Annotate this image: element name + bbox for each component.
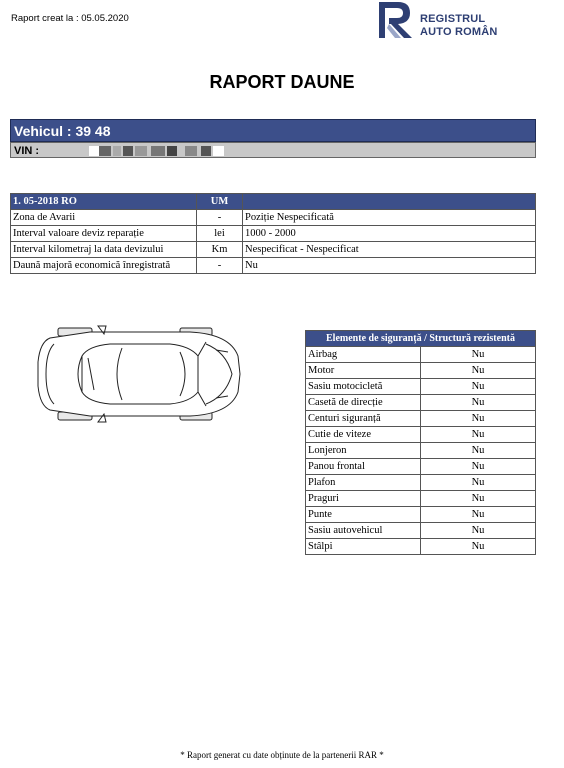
element-value: Nu xyxy=(421,379,536,395)
table-row xyxy=(306,395,536,411)
row-label: Daună majoră economică înregistrată xyxy=(11,258,197,274)
element-value: Nu xyxy=(421,427,536,443)
row-value: Poziție Nespecificată xyxy=(243,210,536,226)
table-row xyxy=(11,226,536,242)
report-created-date: Raport creat la : 05.05.2020 xyxy=(11,13,129,24)
table-row xyxy=(306,507,536,523)
logo-line-2: AUTO ROMÂN xyxy=(420,26,498,38)
element-label: Punte xyxy=(306,507,421,523)
element-value: Nu xyxy=(421,491,536,507)
row-value: 1000 - 2000 xyxy=(243,226,536,242)
table-row xyxy=(306,459,536,475)
vin-bar xyxy=(10,142,536,158)
table-row xyxy=(11,210,536,226)
element-value: Nu xyxy=(421,507,536,523)
element-value: Nu xyxy=(421,363,536,379)
element-value: Nu xyxy=(421,347,536,363)
element-label: Plafon xyxy=(306,475,421,491)
table-row xyxy=(306,475,536,491)
damage-table-header xyxy=(11,194,536,210)
element-value: Nu xyxy=(421,475,536,491)
table-row xyxy=(306,443,536,459)
report-footer: * Raport generat cu date obținute de la partenerii RAR * xyxy=(180,750,384,760)
element-label: Stâlpi xyxy=(306,539,421,555)
element-value: Nu xyxy=(421,395,536,411)
row-um: - xyxy=(197,210,243,226)
row-um: - xyxy=(197,258,243,274)
element-label: Sasiu autovehicul xyxy=(306,523,421,539)
safety-header: Elemente de siguranță / Structură rezistentă xyxy=(306,331,536,347)
vehicle-bar xyxy=(10,119,536,142)
table-row xyxy=(306,363,536,379)
page-title: RAPORT DAUNE xyxy=(209,72,355,92)
element-label: Airbag xyxy=(306,347,421,363)
table-row xyxy=(306,523,536,539)
element-value: Nu xyxy=(421,459,536,475)
element-value: Nu xyxy=(421,523,536,539)
element-label: Cutie de viteze xyxy=(306,427,421,443)
damage-event-header: 1. 05-2018 RO xyxy=(11,194,197,210)
element-label: Sasiu motocicletă xyxy=(306,379,421,395)
element-label: Panou frontal xyxy=(306,459,421,475)
row-label: Zona de Avarii xyxy=(11,210,197,226)
rar-logo xyxy=(376,0,516,42)
element-label: Lonjeron xyxy=(306,443,421,459)
logo-line-1: REGISTRUL xyxy=(420,13,486,25)
table-row xyxy=(306,491,536,507)
row-value: Nu xyxy=(243,258,536,274)
logo-text xyxy=(420,13,498,39)
vehicle-label: Vehicul : 39 48 xyxy=(14,123,111,139)
table-row xyxy=(11,242,536,258)
safety-elements-table xyxy=(305,330,536,555)
element-value: Nu xyxy=(421,539,536,555)
row-um: lei xyxy=(197,226,243,242)
um-header: UM xyxy=(197,194,243,210)
element-label: Motor xyxy=(306,363,421,379)
table-row xyxy=(306,427,536,443)
vin-label: VIN : xyxy=(14,145,40,157)
row-value: Nespecificat - Nespecificat xyxy=(243,242,536,258)
table-row xyxy=(306,411,536,427)
element-label: Centuri siguranță xyxy=(306,411,421,427)
row-um: Km xyxy=(197,242,243,258)
damage-table xyxy=(10,193,536,274)
vin-redacted xyxy=(89,144,224,157)
car-diagram xyxy=(30,322,242,426)
row-label: Interval valoare deviz reparație xyxy=(11,226,197,242)
element-label: Casetă de direcție xyxy=(306,395,421,411)
rar-logo-icon xyxy=(376,0,416,40)
table-row xyxy=(11,258,536,274)
table-row xyxy=(306,539,536,555)
element-value: Nu xyxy=(421,411,536,427)
table-row xyxy=(306,347,536,363)
row-label: Interval kilometraj la data devizului xyxy=(11,242,197,258)
value-header xyxy=(243,194,536,210)
table-row xyxy=(306,379,536,395)
element-label: Praguri xyxy=(306,491,421,507)
safety-table-header xyxy=(306,331,536,347)
element-value: Nu xyxy=(421,443,536,459)
